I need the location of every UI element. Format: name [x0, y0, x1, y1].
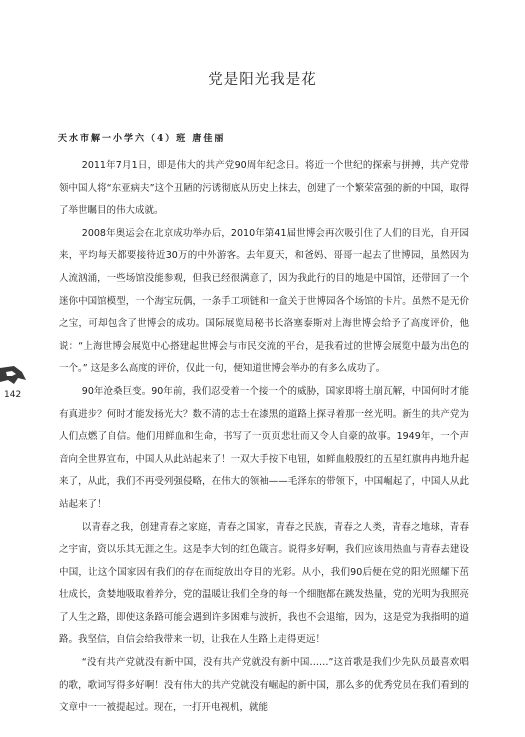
author-byline: 天水市解一小学六（4）班 唐佳丽 — [58, 134, 226, 144]
paragraph-2: 2008年奥运会在北京成功举办后，2010年第41届世博会再次吸引住了人们的目光，自开园来，平均每天都要接待近30万的中外游客。去年夏天，和爸妈、哥哥一起去了世博园，虽然因为人流汹涌，一些场馆没能参观，但我已经很满意了，因为我此行的目的地是中国馆，还带回了一个迷你中国馆模型，一个海宝玩偶，一条手工项链和一盒关于世博园各个场馆的卡片。虽然不是无价之宝，可却包含了世博会的成功。国际展览局秘书长洛塞泰斯对上海世博会给予了高度评价，他说：“上海世博会展览中心搭建起世博会与市民交流的平台，是我看过的世博会展览中最为出色的一个。” 这是多么高度的评价，仅此一句，便知道世博会举办的有多么成功了。 — [59, 227, 469, 375]
page-number: 142 — [4, 390, 22, 400]
paragraph-5: “没有共产党就没有新中国，没有共产党就没有新中国……”这首歌是我们少先队员最喜欢唱的歌，歌词写得多好啊！没有伟大的共产党就没有崛起的新中国，那么多的优秀党员在我们看到的文章中一一被提起过。现在，一打开电视机，就能 — [59, 657, 469, 714]
page-corner-ornament-icon — [0, 364, 26, 386]
article-title: 党是阳光我是花 — [208, 72, 317, 88]
paragraph-3: 90年沧桑巨变。90年前，我们忍受着一个接一个的威胁，国家即将土崩瓦解，中国何时才能有真进步？何时才能发扬光大？数不清的志士在漆黑的道路上探寻着那一丝光明。新生的共产党为人们点燃了自信。他们用鲜血和生命，书写了一页页悲壮而又令人自豪的故事。1949年，一个声音向全世界宣布，中国人从此站起来了！一双大手按下电钮，如鲜血般殷红的五星红旗冉冉地升起来了，从此，我们不再受列强侵略，在伟大的领袖——毛泽东的带领下，中国崛起了，中国人从此站起来了！ — [59, 385, 469, 510]
paragraph-1: 2011年7月1日，即是伟大的共产党90周年纪念日。将近一个世纪的探索与拼搏，共产党带领中国人将“东亚病夫”这个丑陋的污诱彻底从历史上抹去，创建了一个繁荣富强的新的中国，取得了举世瞩目的伟大成就。 — [59, 160, 469, 217]
paragraph-4: 以青春之我，创建青春之家庭，青春之国家，青春之民族，青春之人类，青春之地球，青春之宇宙，资以乐其无涯之生。这是李大钊的红色箴言。说得多好啊，我们应该用热血与青春去建设中国，让这个国家因有我们的存在而绽放出夺目的光彩。从小，我们90后便在党的阳光照耀下茁壮成长，贪婪地吸取着养分，党的温暖让我们全身的每一个细胞都在跳发热量，党的光明为我照亮了人生之路，即使这条路可能会遇到许多困难与波折，我也不会退缩，因为，这是党为我指明的道路。我坚信，自信会给我带来一切，让我在人生路上走得更远！ — [59, 521, 469, 646]
article-body — [59, 155, 469, 720]
